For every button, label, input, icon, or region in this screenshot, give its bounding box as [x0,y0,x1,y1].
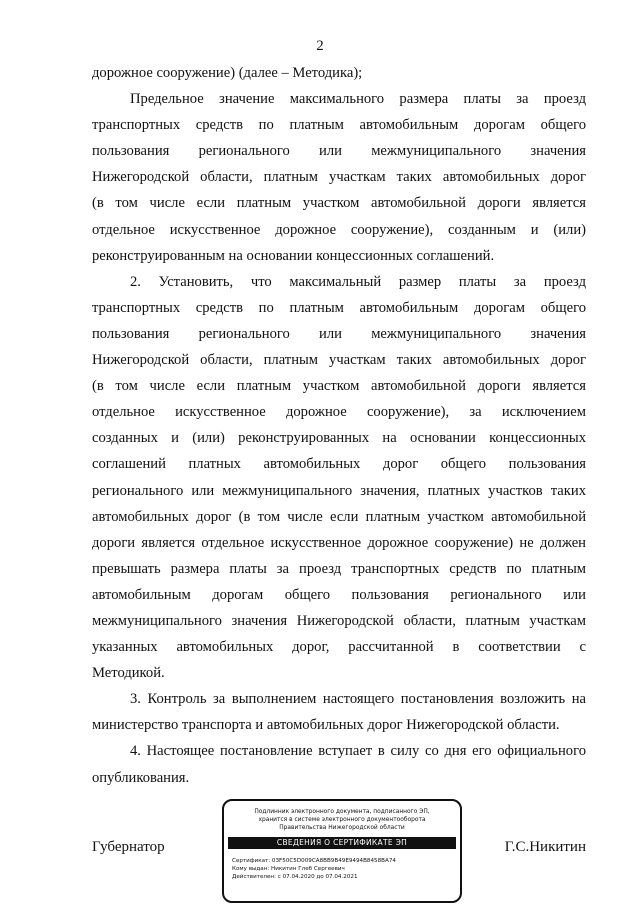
signer-name: Г.С.Никитин [504,839,586,855]
e-signature-stamp [222,799,462,903]
text-line: Методикой. [92,665,165,682]
certificate-id: Сертификат: 03F50C5D009CA8BB9B49E9494B8458BA74 [232,858,396,864]
signer-position: Губернатор [92,839,165,855]
text-line: Предельное значение максимального размера платы за проезд [130,91,586,108]
text-line: превышать размера платы за проезд транспортных средств по платным [92,560,586,577]
text-line: автомобильным дорогам общего пользования регионального или [92,586,586,603]
text-line: 2. Установить, что максимальный размер платы за проезд [130,273,586,290]
text-line: регионального или межмуниципального значения, платных участков таких [92,482,586,499]
stamp-note [224,808,460,832]
text-line: (в том числе если платным участком автомобильной дороги является [92,378,586,395]
text-line: Нижегородской области, платным участкам таких автомобильных дорог [92,352,586,369]
text-line: межмуниципального значения Нижегородской области, платным участкам [92,612,586,629]
text-line: (в том числе если платным участком автомобильной дороги является [92,195,586,212]
page-number: 2 [316,38,324,54]
text-line: министерство транспорта и автомобильных дорог Нижегородской области. [92,717,560,734]
text-line: дорожное сооружение) (далее – Методика); [92,65,363,81]
stamp-note-line: Правительства Нижегородской области [279,825,405,831]
text-line: дороги является отдельное искусственное дорожное сооружение) не должен [92,534,586,551]
text-line: Нижегородской области, платным участкам таких автомобильных дорог [92,169,586,186]
text-line: 4. Настоящее постановление вступает в силу со дня его официального [130,743,586,760]
text-line: опубликования. [92,769,190,786]
text-line: пользования регионального или межмуниципального значения [92,143,586,160]
text-line: 3. Контроль за выполнением настоящего постановления возложить на [130,691,586,708]
certificate-validity: Действителен: с 07.04.2020 до 07.04.2021 [232,874,358,880]
stamp-header: СВЕДЕНИЯ О СЕРТИФИКАТЕ ЭП [228,837,456,849]
stamp-details [232,857,460,881]
document-body [92,60,586,791]
certificate-owner: Кому выдан: Никитин Глеб Сергеевич [232,866,345,872]
text-line: созданных и (или) реконструированных на основании концессионных [92,430,586,447]
stamp-note-line: Подлинник электронного документа, подписанного ЭП, [254,809,430,815]
text-line: автомобильных дорог (в том числе если платным участком автомобильной [92,508,586,525]
text-line: отдельное искусственное дорожное сооружение), созданным и (или) [92,221,586,238]
text-line: соглашений платных автомобильных дорог общего пользования [92,456,586,473]
text-line: транспортных средств по платным автомобильным дорогам общего [92,299,586,316]
stamp-note-line: хранится в системе электронного документооборота [258,817,426,823]
text-line: отдельное искусственное дорожное сооружение), за исключением [92,404,586,421]
text-line: реконструированным на основании концессионных соглашений. [92,247,495,264]
text-line: пользования регионального или межмуниципального значения [92,325,586,342]
text-line: указанных автомобильных дорог, рассчитанной в соответствии с [92,639,586,656]
text-line: транспортных средств по платным автомобильным дорогам общего [92,117,586,134]
